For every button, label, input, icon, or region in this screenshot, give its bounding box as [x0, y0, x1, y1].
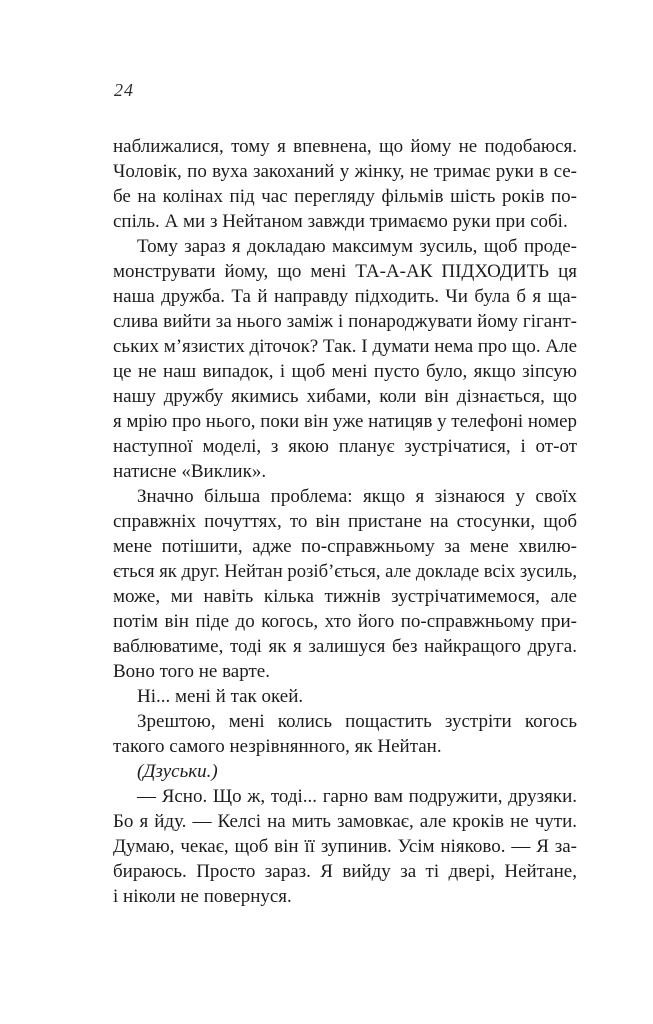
paragraph	[113, 484, 577, 684]
text-line: спіль. А ми з Нейтаном завжди тримаємо руки при собі.	[113, 211, 568, 232]
text-line: наша дружба. Та й направду підходить. Чи була б я ща-	[113, 286, 577, 307]
text-line: слива вийти за нього заміж і понароджувати йому гігант-	[113, 311, 577, 332]
text-line: потім він піде до когось, хто його по-справжньому при-	[113, 611, 577, 632]
paragraph	[113, 234, 577, 484]
text-line: Тому зараз я докладаю максимум зусиль, щоб проде-	[137, 236, 577, 257]
text-line: такого самого незрівнянного, як Нейтан.	[113, 736, 442, 757]
page-number: 24	[114, 80, 134, 100]
text-line: Значно більша проблема: якщо я зізнаюся у своїх	[137, 486, 577, 507]
text-line: ських м’язистих діточок? Так. І думати нема про що. Але	[113, 336, 577, 357]
text-line: бе на колінах під час перегляду фільмів шість років по-	[113, 186, 577, 207]
text-line: Думаю, чекає, щоб він її зупинив. Усім ніяково. — Я за-	[113, 836, 577, 857]
text-line: справжніх почуттях, то він пристане на стосунки, щоб	[113, 511, 577, 532]
text-line: наближалися, тому я впевнена, що йому не подобаюся.	[113, 136, 577, 157]
text-line: Воно того не варте.	[113, 661, 270, 682]
text-line: бираюсь. Просто зараз. Я вийду за ті двері, Нейтане,	[113, 861, 577, 882]
paragraph	[113, 134, 577, 234]
text-line: Зрештою, мені колись пощастить зустріти когось	[137, 711, 577, 732]
text-line: ваблюватиме, тоді як я залишуся без найкращого друга.	[113, 636, 577, 657]
paragraph	[113, 784, 577, 909]
text-line: Ні... мені й так окей.	[137, 686, 304, 707]
text-line: монструвати йому, що мені ТА-А-АК ПІДХОДИТЬ ця	[113, 261, 577, 282]
paragraph	[113, 759, 577, 784]
text-line: мене потішити, адже по-справжньому за мене хвилю-	[113, 536, 577, 557]
text-block	[113, 134, 577, 909]
paragraph	[113, 684, 577, 709]
text-line: і ніколи не повернуся.	[113, 886, 292, 907]
text-line: я мрію про нього, поки він уже натицяв у телефоні номер	[113, 411, 577, 432]
text-line: наступної моделі, з якою планує зустрічатися, і от-от	[113, 436, 577, 457]
text-line: (Дзуськи.)	[137, 761, 218, 782]
text-line: натисне «Виклик».	[113, 461, 267, 482]
text-line: Чоловік, по вуха закоханий у жінку, не тримає руки в се-	[113, 161, 577, 182]
text-line: Бо я йду. — Келсі на мить замовкає, але кроків не чути.	[113, 811, 577, 832]
text-line: може, ми навіть кілька тижнів зустрічатимемося, але	[113, 586, 577, 607]
paragraph	[113, 709, 577, 759]
text-line: нашу дружбу якимись хибами, коли він дізнається, що	[113, 386, 577, 407]
text-line: це не наш випадок, і щоб мені пусто було, якщо зіпсую	[113, 361, 577, 382]
text-line: ється як друг. Нейтан розіб’ється, але докладе всіх зусиль,	[113, 561, 577, 582]
text-line: — Ясно. Що ж, тоді... гарно вам подружити, друзяки.	[137, 786, 577, 807]
